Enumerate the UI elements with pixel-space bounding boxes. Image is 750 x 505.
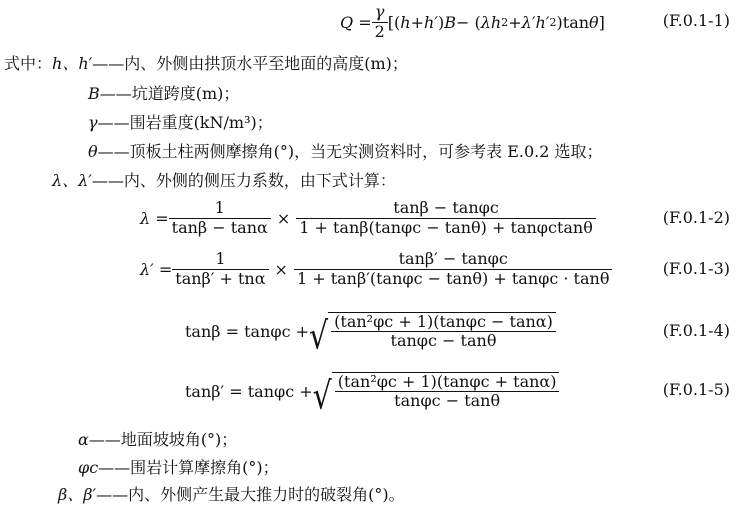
eq1-rhs-plus: +: [410, 12, 424, 32]
eq2-frac2: [296, 199, 596, 237]
def-B: [88, 81, 239, 104]
def-theta-text: ——顶板土柱两侧摩擦角(°)，当无实测资料时，可参考表 E.0.2 选取；: [97, 142, 603, 161]
eq1-rhs-d: )tan: [556, 12, 590, 32]
equation-f013: [140, 247, 612, 291]
eq3-f1-den: tanβ′ + tnα: [175, 268, 266, 288]
def-alpha-symbol: α: [78, 430, 89, 449]
equation-f015: [185, 366, 559, 416]
eq1-rhs-b: ): [437, 12, 445, 32]
sqrt-icon: √: [309, 313, 329, 358]
def-beta-symbol: β、β′: [58, 485, 97, 504]
eq1-rhs-h: h: [400, 12, 411, 32]
eq1-rhs-lam: λh: [480, 12, 502, 32]
eq1-frac-den: 2: [374, 21, 385, 41]
eq1-rhs-theta: θ: [589, 12, 599, 32]
eq1-rhs-sq2: 2: [549, 15, 557, 29]
def-gamma-symbol: γ: [88, 113, 98, 132]
eq3-f1-num: 1: [215, 249, 226, 269]
eq3-number: (F.0.1-3): [662, 259, 730, 278]
eq1-rhs-B: B: [444, 12, 456, 32]
eq1-rhs-e: ]: [598, 12, 605, 32]
eq3-f2-num: tanβ′ − tanφc: [398, 249, 508, 269]
eq4-num: (tan²φc + 1)(tanφc − tanα): [334, 311, 553, 331]
eq5-sqrt: [312, 371, 560, 418]
eq4-sqrt: [309, 311, 556, 358]
def-h-symbol: h、h′: [52, 54, 93, 73]
def-B-text: ——坑道跨度(m)；: [99, 84, 240, 103]
eq1-rhs-a: [(: [387, 12, 401, 32]
eq4-den: tanφc − tanθ: [390, 331, 497, 350]
eq5-lhs: tanβ′ = tanφc +: [185, 381, 313, 401]
eq2-f2-num: tanβ − tanφc: [393, 198, 499, 218]
def-h-text: ——内、外侧由拱顶水平至地面的高度(m)；: [92, 54, 408, 73]
eq2-f2-den: 1 + tanβ(tanφc − tanθ) + tanφctanθ: [299, 217, 593, 237]
def-theta: [88, 139, 603, 162]
eq2-frac1: [169, 199, 271, 237]
def-phi-symbol: φc: [78, 458, 99, 477]
def-gamma: [88, 110, 273, 133]
eq2-number: (F.0.1-2): [662, 208, 730, 227]
def-beta: [58, 482, 405, 505]
eq2-f1-den: tanβ − tanα: [171, 217, 268, 237]
equation-f012: [140, 196, 596, 240]
def-beta-text: ——内、外侧产生最大推力时的破裂角(°)。: [96, 485, 405, 504]
eq4-fraction: [331, 313, 556, 351]
eq3-lhs: λ′ =: [140, 259, 173, 279]
def-theta-symbol: θ: [88, 142, 98, 161]
eq1-rhs-lamp: λ′h′: [521, 12, 550, 32]
def-alpha: [78, 427, 237, 450]
eq1-rhs-hp: h′: [424, 12, 438, 32]
def-gamma-text: ——围岩重度(kN/m³)；: [97, 113, 273, 132]
eq1-number: (F.0.1-1): [662, 11, 730, 30]
def-lambda-text: ——内、外侧的侧压力系数，由下式计算：: [91, 171, 396, 190]
equation-f014: [185, 306, 556, 356]
eq4-number: (F.0.1-4): [662, 321, 730, 340]
sqrt-icon: √: [312, 373, 332, 418]
eq5-num: (tan²φc + 1)(tanφc + tanα): [337, 371, 557, 391]
def-B-symbol: B: [88, 84, 100, 103]
eq1-rhs-plus2: +: [508, 12, 522, 32]
def-phi-text: ——围岩计算摩擦角(°)；: [98, 458, 279, 477]
eq5-fraction: [335, 373, 560, 411]
eq1-fraction: [372, 3, 388, 41]
eq1-rhs-c: − (: [455, 12, 481, 32]
eq3-times: ×: [274, 259, 288, 279]
eq1-frac-num: γ: [374, 2, 385, 22]
def-h-prefix: 式中：: [4, 54, 53, 73]
eq2-lhs: λ =: [140, 208, 169, 228]
eq2-f1-num: 1: [214, 198, 225, 218]
eq2-times: ×: [276, 208, 291, 228]
eq3-f2-den: 1 + tanβ′(tanφc − tanθ) + tanφc · tanθ: [296, 268, 610, 288]
equation-f011: [340, 4, 605, 40]
def-phi: [78, 455, 279, 478]
eq1-lhs: Q =: [340, 12, 372, 32]
eq3-frac1: [172, 250, 268, 288]
eq4-lhs: tanβ = tanφc +: [185, 321, 310, 341]
def-h: [4, 51, 408, 74]
def-lambda: [52, 168, 396, 191]
def-lambda-symbol: λ、λ′: [52, 171, 92, 190]
def-alpha-text: ——地面坡坡角(°)；: [88, 430, 238, 449]
eq5-den: tanφc − tanθ: [394, 391, 501, 410]
eq1-rhs-sq1: 2: [501, 15, 509, 29]
eq3-frac2: [294, 250, 613, 288]
eq5-number: (F.0.1-5): [662, 380, 730, 399]
